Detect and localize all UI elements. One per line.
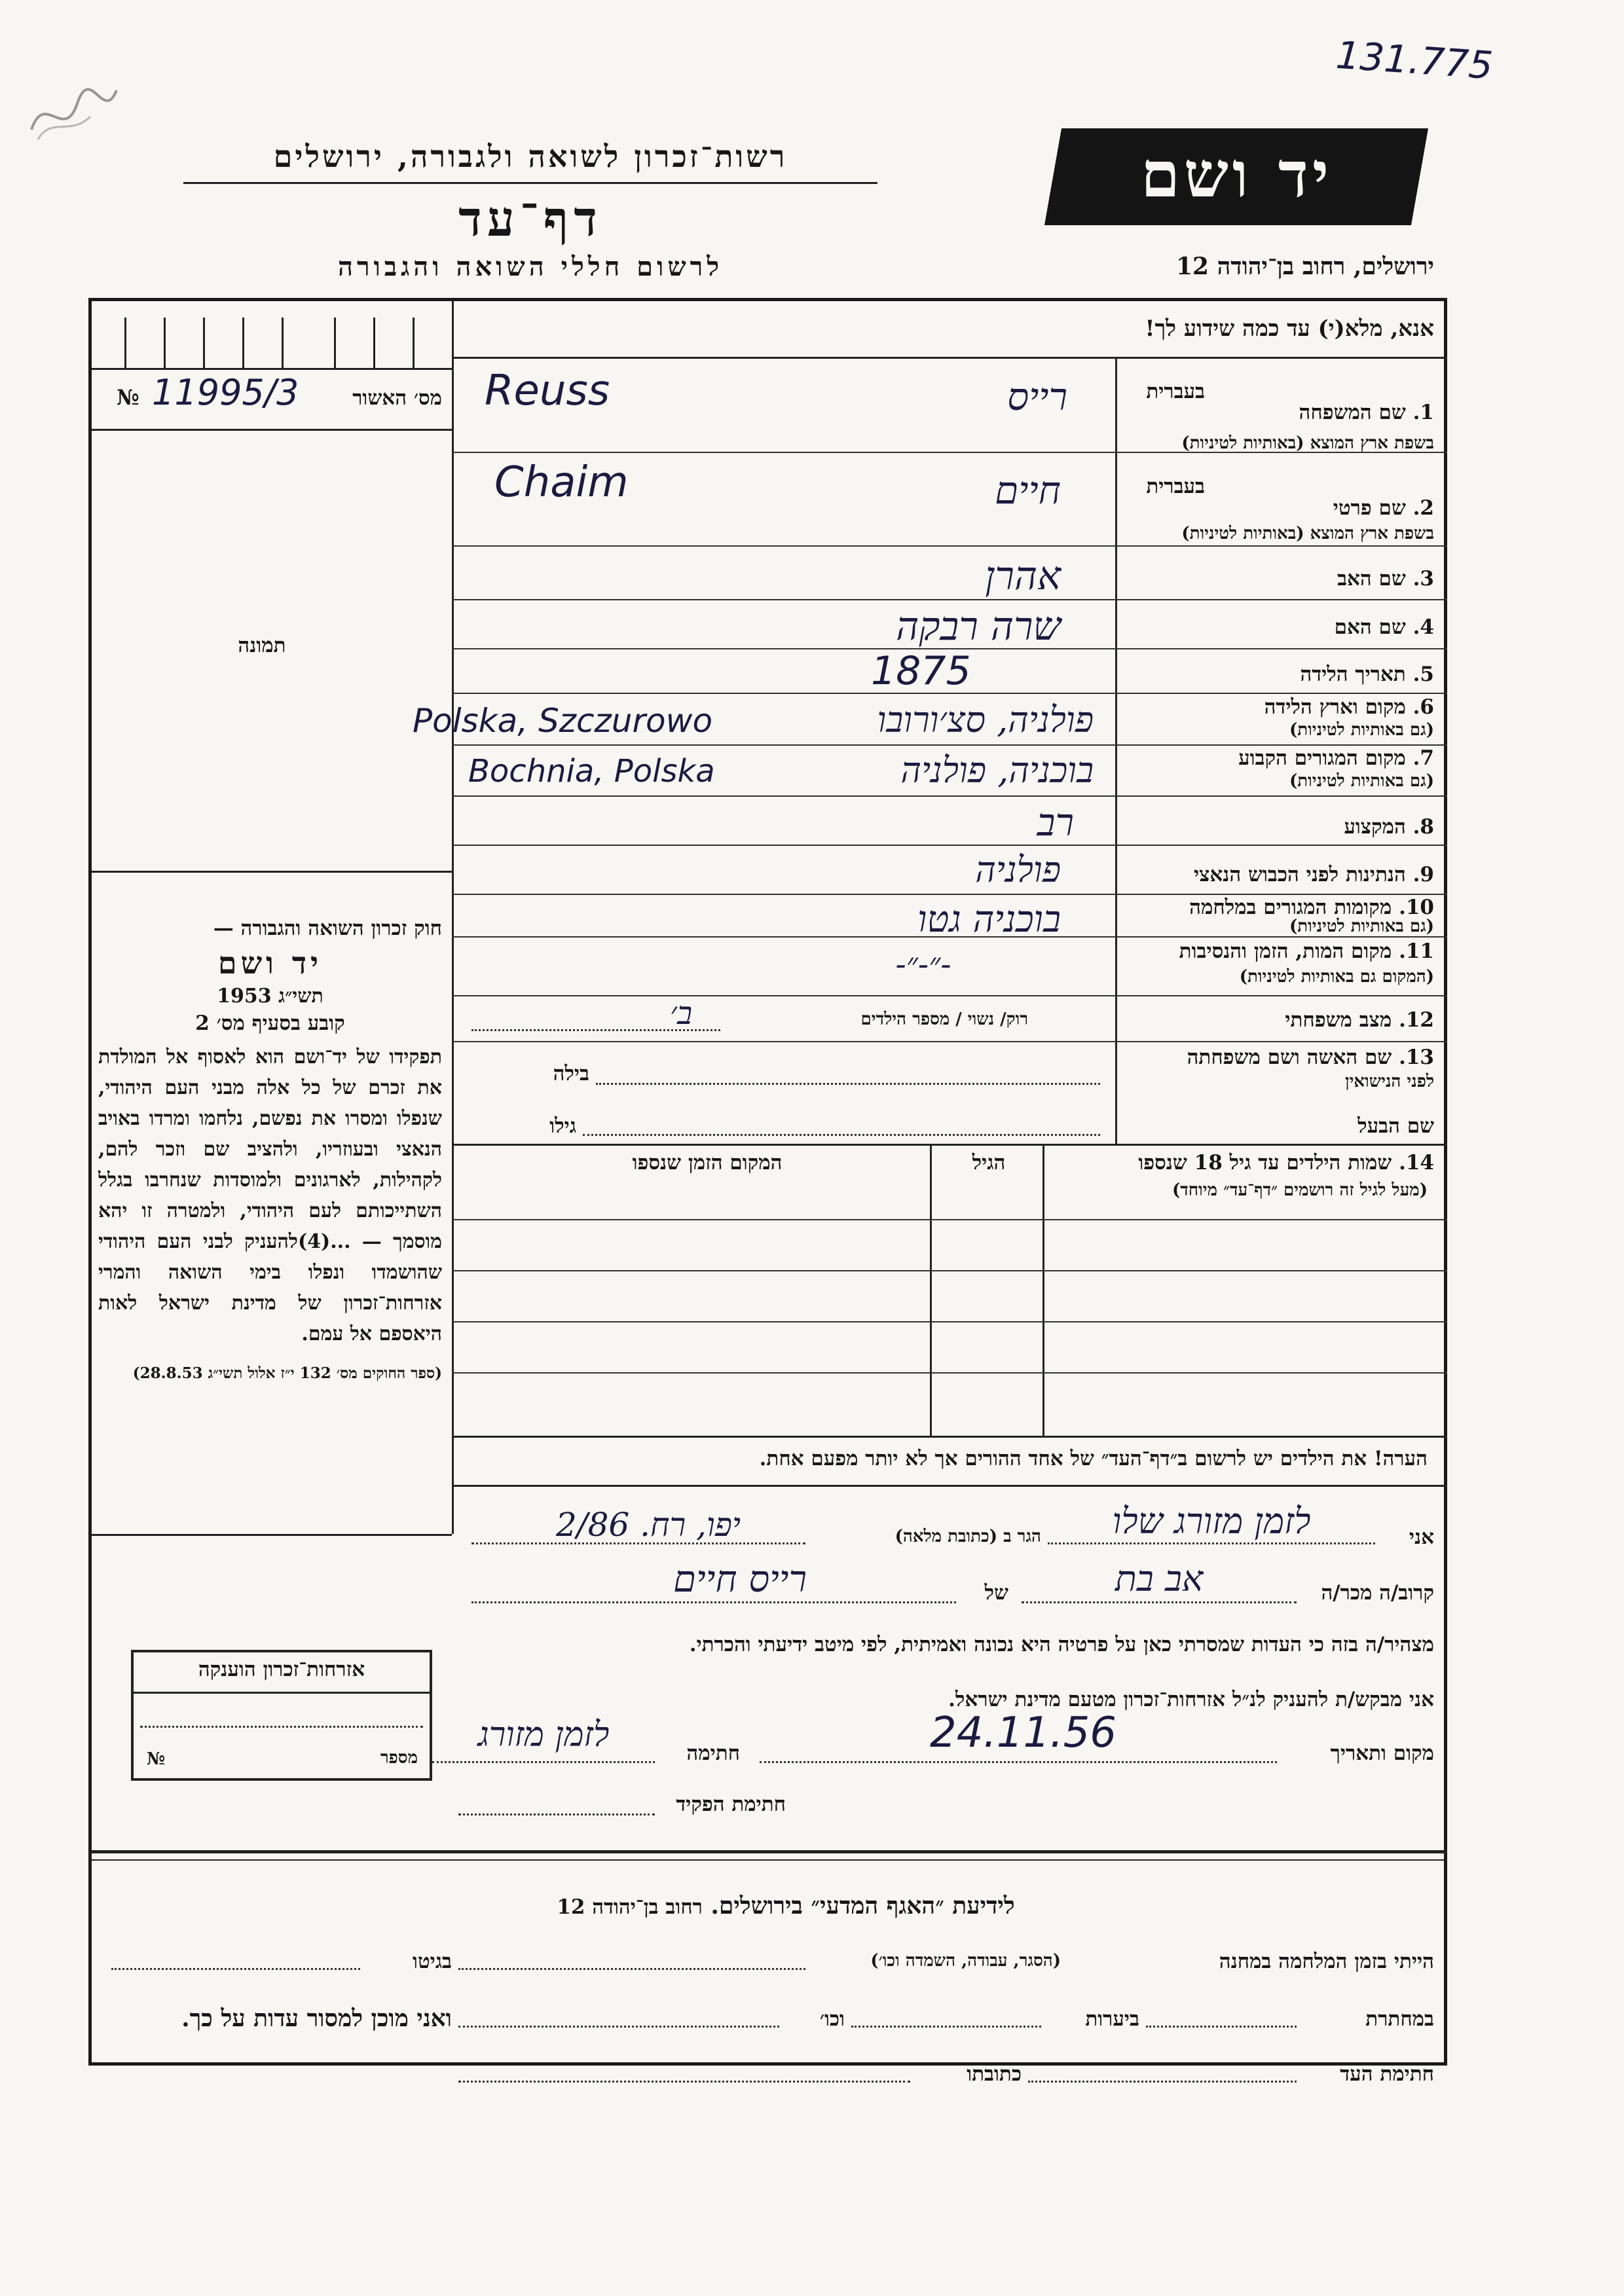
- logo-text: יד ושם: [1141, 137, 1333, 211]
- footer-address: רחוב בן־יהודה 12: [557, 1895, 703, 1919]
- field-6-hebrew-value: פולניה, סצ׳ורובו: [877, 699, 1094, 740]
- footer-line2-c: וכו׳: [819, 2007, 845, 2031]
- field-1-num: 1.: [1412, 401, 1434, 424]
- doc-title: דף־עד: [458, 191, 602, 247]
- husband-age-label: גילו: [549, 1114, 576, 1138]
- footer-line1-start: הייתי בזמן המלחמה במחנה: [1219, 1950, 1434, 1973]
- footer-line1-paren: (הסגר, עבודה, השמדה וכו׳): [870, 1951, 1061, 1971]
- law-section: קובע בסעיף מס׳ 2: [195, 1011, 345, 1035]
- label-column-divider: [1115, 357, 1117, 1144]
- law-year: 1953: [217, 985, 272, 1008]
- decl-relative-label: קרוב/ה מכר/ה: [1321, 1581, 1434, 1605]
- field-4-value: שרה רבקה: [896, 604, 1061, 649]
- org-name: רשות־זכרון לשואה ולגבורה, ירושלים: [273, 139, 788, 174]
- husband-label: שם הבעל: [1357, 1114, 1434, 1138]
- field-1-in-hebrew: בעברית: [1146, 380, 1205, 403]
- field-1-label-text: שם המשפחה: [1299, 401, 1406, 424]
- footer-title-line: [393, 1892, 1179, 1920]
- col-age: הגיל: [972, 1151, 1006, 1175]
- decl-residing-label: הגר ב (כתובת מלאה): [895, 1527, 1041, 1546]
- field-8-label: 8. המקצוע: [1344, 815, 1434, 839]
- citizenship-title: אזרחות־זכרון הוענקה: [198, 1658, 365, 1681]
- intro-text: אנא, מלא(י) עד כמה שידוע לך!: [1145, 316, 1434, 342]
- field-3-label: 3. שם האב: [1337, 567, 1434, 591]
- law-year-line: [98, 985, 442, 1008]
- approval-boxes: [92, 301, 452, 367]
- field-5-value: 1875: [871, 648, 971, 694]
- doc-subtitle: לרשום חללי השואה והגבורה: [337, 251, 724, 282]
- decl-address: יפו, רח. 2/86: [555, 1506, 741, 1544]
- decl-request: אני מבקש/ת להעניק לנ״ל אזרחות־זכרון מטעם מדינת ישראל.: [948, 1688, 1434, 1711]
- footer-line1-end: בגיטו: [413, 1950, 452, 1973]
- law-source: (ספר החוקים מס׳ 132 י״ז אלול תשי״ג 28.8.53): [132, 1364, 442, 1382]
- citizenship-number-prefix: №: [147, 1749, 166, 1769]
- decl-date: 24.11.56: [930, 1709, 1116, 1757]
- field-10-label: 10. מקומות המגורים במלחמה: [1189, 896, 1434, 919]
- field-14-sub: (מעל לגיל זה רושמים ״דף־עד״ מיוחד): [1172, 1180, 1428, 1200]
- law-year-hebrew: תשי״ג: [278, 985, 323, 1008]
- yv-address: ירושלים, רחוב בן־יהודה 12: [1175, 253, 1434, 280]
- field-2-label-text: שם פרטי: [1333, 496, 1406, 520]
- decl-of-label: של: [984, 1581, 1008, 1605]
- field-13-sub: לפני הנישואין: [1344, 1072, 1434, 1091]
- field-11-label: 11. מקום המות, הזמן והנסיבות: [1179, 939, 1434, 963]
- decl-name: לזמן מזורג שלו: [1112, 1501, 1311, 1542]
- field-12-value: ב׳: [669, 995, 693, 1032]
- footer-line3-a: חתימת העד: [1340, 2062, 1434, 2086]
- field-7-sub: (גם באותיות לטיניות): [1289, 771, 1434, 791]
- decl-place-date-label: מקום ותאריך: [1330, 1741, 1434, 1765]
- approval-number: 11995/3: [152, 372, 299, 413]
- field-7-label: 7. מקום המגורים הקבוע: [1238, 746, 1434, 770]
- law-box: [98, 917, 442, 1383]
- decl-relation: אב בת: [1115, 1558, 1204, 1599]
- field-12-label: 12. מצב משפחתי: [1285, 1008, 1434, 1032]
- field-2-num: 2.: [1412, 496, 1434, 520]
- field-10-sub: (גם באותיות לטיניות): [1289, 917, 1434, 936]
- field-1-latin-note: בשפת ארץ המוצא (באותיות לטיניות): [1181, 433, 1434, 453]
- yad-vashem-logo: [1044, 128, 1428, 225]
- field-9-value: פולניה: [975, 849, 1061, 890]
- field-6-latin-value: Polska, Szczurowo: [413, 702, 713, 740]
- corner-stamp-scribble: [25, 77, 123, 149]
- decl-statement: מצהיר/ה בזה כי העדות שמסרתי כאן על פרטיה היא נכונה ואמיתית, לפי מיטב ידיעתי והכרתי.: [689, 1633, 1434, 1656]
- field-2-in-hebrew: בעברית: [1146, 475, 1205, 498]
- citizenship-number-label: מספר: [380, 1748, 418, 1768]
- field-7-hebrew-value: בוכניה, פולניה: [900, 750, 1094, 791]
- citizenship-box: [131, 1650, 432, 1781]
- field-1-label: [1218, 401, 1434, 424]
- field-8-value: רב: [1037, 800, 1074, 845]
- field-6-sub: (גם באותיות לטיניות): [1289, 720, 1434, 740]
- footer-line2-d: ואני מוכן למסור עדות על כך.: [181, 2005, 452, 2032]
- approval-label: מס׳ האשור: [352, 386, 442, 410]
- field-7-latin-value: Bochnia, Polska: [468, 753, 715, 790]
- decl-i-label: אני: [1409, 1525, 1434, 1549]
- field-9-label: 9. הנתינות לפני הכבוש הנאצי: [1194, 863, 1434, 886]
- photo-label: תמונה: [238, 634, 286, 657]
- decl-signature: לזמן מזורג: [477, 1715, 610, 1755]
- org-underline: [183, 182, 877, 184]
- field-5-label: 5. תאריך הלידה: [1300, 663, 1434, 686]
- law-text: תפקידו של יד־ושם הוא לאסוף אל המולדת את זכרם של כל אלה מבני העם היהודי, שנפלו ומסרו את נפשם, נלחמו ומרדו באויב הנאצי ובעוזריו, ולהציב שם וזכר להם, לקהילות, לארגונים ולמוסדות שנחרבו בגלל השתייכותם לעם היהודי, ולמטרה זו יהא מוסמך — ...(4)להעניק לבני העם היהודי שהושמדו ונפלו בימי השואה והמרי אזרחות־זכרון של מדינת ישראל לאות היאספם אל עמם.: [98, 1046, 442, 1345]
- footer-line2-b: ביערות: [1085, 2007, 1139, 2031]
- field-11-sub: (המקום גם באותיות לטיניות): [1239, 967, 1434, 987]
- footer-line2-a: במחתרת: [1365, 2007, 1434, 2031]
- field-2-latin-note: בשפת ארץ המוצא (באותיות לטיניות): [1181, 524, 1434, 543]
- decl-of-name: רייס חיים: [673, 1558, 807, 1601]
- field-14-label: 14. שמות הילדים עד גיל 18 שנספו: [1138, 1151, 1434, 1175]
- field-10-value: בוכניה גטו: [917, 898, 1061, 941]
- footer-line3-b: כתובתו: [967, 2062, 1022, 2086]
- field-1-hebrew-value: רייס: [1007, 374, 1067, 419]
- field-12-options: רוק/ נשוי / מספר הילדים: [860, 1010, 1028, 1029]
- field-2-hebrew-value: חיים: [995, 468, 1061, 513]
- field-1-latin-value: Reuss: [485, 367, 610, 415]
- law-title: חוק זכרון השואה והגבורה —: [213, 917, 442, 940]
- decl-officer-label: חתימת הפקיד: [676, 1793, 786, 1816]
- wife-label: בילה: [553, 1062, 589, 1085]
- approval-prefix: №: [117, 385, 139, 410]
- decl-signature-label: חתימה: [686, 1741, 740, 1765]
- children-note: הערה! את הילדים יש לרשום ב״דף־העד״ של אחד ההורים אך לא יותר מפעם אחת.: [759, 1447, 1428, 1470]
- law-name: יד ושם: [217, 945, 323, 981]
- field-2-label: [1218, 496, 1434, 520]
- field-4-label: 4. שם האם: [1334, 615, 1434, 639]
- archive-number: 131.775: [1334, 32, 1494, 88]
- col-place-time: המקום הזמן שנספו: [632, 1151, 783, 1175]
- left-column-divider: [452, 300, 454, 1534]
- field-6-label: 6. מקום וארץ הלידה: [1264, 695, 1434, 719]
- footer-title: לידיעת ״האגף המדעי״ בירושלים.: [710, 1892, 1015, 1920]
- field-13-label: 13. שם האשה ושם משפחתה: [1187, 1046, 1434, 1069]
- field-2-latin-value: Chaim: [494, 458, 629, 507]
- field-11-value: -״-״-: [895, 946, 951, 983]
- field-3-value: אהרן: [985, 553, 1061, 599]
